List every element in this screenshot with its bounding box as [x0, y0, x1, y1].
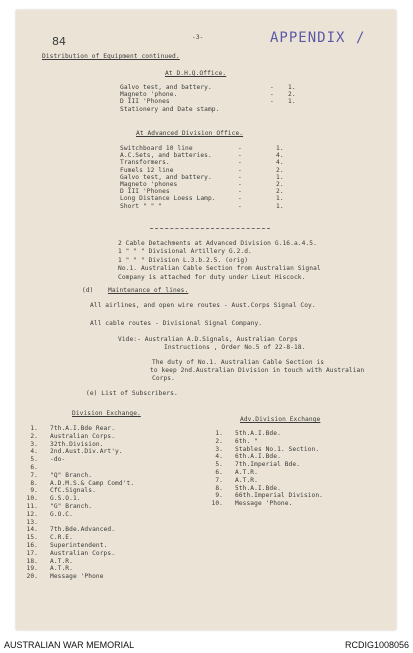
subscriber-row: 4. 2nd.Aust.Div.Art'y. — [30, 448, 123, 456]
subscriber-row: 3. 32th.Division. — [30, 440, 104, 448]
subscriber-row: 16. Superintendent. — [26, 541, 108, 549]
maintenance-label: (d) — [82, 287, 94, 294]
subscriber-row: 10. G.S.O.1. — [26, 495, 81, 503]
page-number: 84 — [52, 35, 66, 48]
detachment-line: 2 Cable Detachments at Advanced Division G.16.a.4.5. — [118, 240, 317, 247]
adv-item: Fumels 12 line - 2. — [120, 166, 284, 174]
subscriber-row: 2. Australian Corps. — [30, 432, 116, 440]
division-exchange-list — [20, 425, 134, 581]
subscriber-row: 1. 5th.A.I.Bde. — [215, 430, 281, 437]
subscriber-row: 5. 7th.Imperial Bde. — [215, 461, 301, 469]
adv-exchange-list — [205, 430, 323, 508]
footer-archive-name: AUSTRALIAN WAR MEMORIAL — [4, 640, 135, 650]
adv-item: Short " " " - 1. — [120, 202, 284, 210]
adv-item: Long Distance Loess Lamp. - 1. — [120, 195, 284, 203]
detachment-line: Company is attached for duty under Lieut Hiscock. — [118, 273, 306, 281]
separator-line — [150, 228, 270, 229]
section-heading: Distribution of Equipment continued. — [42, 53, 180, 60]
maintenance-vide-1: Vide:- Australian A.D.Signals, Australian Corps — [118, 336, 298, 343]
cable-detachments — [118, 240, 321, 282]
dhq-item: D III 'Phones - 1. — [120, 98, 296, 106]
adv-exchange-title: Adv.Division Exchange — [240, 416, 321, 423]
division-exchange-title: Division Exchange. — [72, 410, 141, 417]
subscriber-row: 13. — [26, 518, 38, 526]
subscriber-row: 14. 7th.Bde.Advanced. — [26, 526, 116, 534]
appendix-stamp-mark: / — [356, 30, 366, 46]
subscriber-row: 17. Australian Corps. — [26, 549, 116, 557]
dhq-office-title: At D.H.Q.Office. — [165, 70, 227, 77]
duty-line: to keep 2nd.Australian Division in touch with Australian — [150, 367, 365, 374]
dhq-item: Stationery and Date stamp. — [120, 105, 220, 113]
dhq-item: Magneto 'phone. - 2. — [120, 91, 296, 99]
subscriber-row: 19. A.T.R. — [26, 565, 73, 573]
detachment-line: 1 " " " Division L.3.b.2.5. (orig) — [118, 256, 249, 264]
dhq-item: Galvo test, and battery. - 1. — [120, 84, 296, 91]
subscriber-row: 3. Stables No.1. Section. — [215, 445, 320, 453]
subscriber-row: 15. C.R.E. — [26, 534, 73, 542]
subscriber-row: 4. 6th.A.I.Bde. — [215, 453, 281, 461]
duty-line: Corps. — [152, 375, 175, 382]
subscriber-row: 8. A.D.M.S.& Camp Comd't. — [30, 479, 135, 487]
adv-item: D III 'Phones - 2. — [120, 188, 284, 196]
maintenance-cable: All cable routes - Divisional Signal Company. — [90, 320, 263, 327]
appendix-stamp: APPENDIX — [270, 30, 346, 46]
subscriber-row: 7. A.T.R. — [215, 476, 258, 484]
subscribers-heading: (e) List of Subscribers. — [86, 390, 178, 397]
adv-item: A.C.Sets, and batteries. - 4. — [120, 152, 284, 160]
subscriber-row: 9. 66th.Imperial Division. — [215, 492, 323, 500]
subscriber-row: 12. G.O.C. — [26, 510, 73, 518]
adv-equipment-list — [120, 145, 284, 210]
subscriber-row: 9. CfC.Signals. — [30, 487, 96, 495]
subscriber-row: 7. "Q" Branch. — [30, 471, 93, 479]
subscriber-row: 11. "G" Branch. — [26, 502, 93, 510]
subscriber-row: 1. 7th.A.I.Bde Rear. — [30, 425, 116, 432]
subscriber-row: 6. — [30, 463, 38, 471]
subscriber-row: 8. 5th.A.I.Bde. — [215, 484, 281, 492]
adv-item: Galvo test, and battery. - 1. — [120, 173, 284, 181]
subscriber-row: 18. A.T.R. — [26, 557, 73, 565]
adv-item: Switchboard 10 line - 1. — [120, 145, 284, 152]
duty-line: The duty of No.1. Australian Cable Section is — [152, 359, 325, 366]
maintenance-airlines: All airlines, and open wire routes - Aust.Corps Signal Coy. — [90, 302, 316, 309]
subscriber-row: 20. Message 'Phone — [26, 573, 104, 581]
page-marker: -3- — [192, 34, 204, 41]
adv-item: Magneto 'phones - 2. — [120, 180, 284, 188]
subscriber-row: 2. 6th. " — [215, 437, 258, 445]
detachment-line: 1 " " " Divisional Artillery G.2.d. — [118, 248, 252, 256]
subscriber-row: 10. Message 'Phone. — [211, 500, 293, 508]
maintenance-duty — [152, 359, 364, 383]
footer-record-id: RCDIG1008056 — [344, 640, 409, 650]
maintenance-vide-2: Instructions , Order No.5 of 22-8-18. — [164, 344, 306, 351]
subscriber-row: 5. -do- — [30, 456, 66, 464]
detachment-line: No.1. Australian Cable Section from Australian Signal — [118, 265, 321, 273]
subscriber-row: 6. A.T.R. — [215, 468, 258, 476]
dhq-equipment-list — [120, 84, 296, 113]
maintenance-title: Maintenance of lines. — [108, 287, 189, 294]
adv-item: Transformers. - 4. — [120, 159, 284, 167]
adv-office-title: At Advanced Division Office. — [136, 130, 244, 137]
